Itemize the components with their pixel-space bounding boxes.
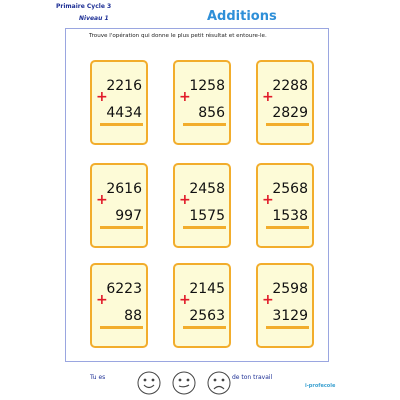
sum-line	[183, 123, 226, 126]
sum-line	[183, 326, 226, 329]
addition-card[interactable]	[256, 163, 314, 248]
plus-sign: +	[96, 89, 108, 105]
addend-bottom: 856	[198, 105, 225, 121]
instruction-text: Trouve l'opération qui donne le plus petit résultat et entoure-le.	[89, 33, 267, 39]
plus-sign: +	[179, 192, 191, 208]
neutral-face-icon[interactable]	[172, 371, 196, 395]
addend-bottom: 4434	[106, 105, 142, 121]
addend-top: 2568	[272, 181, 308, 197]
addend-top: 6223	[106, 281, 142, 297]
sum-line	[266, 226, 309, 229]
sad-face-icon[interactable]	[207, 371, 231, 395]
happy-face-icon[interactable]	[137, 371, 161, 395]
sum-line	[100, 226, 143, 229]
sum-line	[266, 326, 309, 329]
sum-line	[266, 123, 309, 126]
addend-top: 2598	[272, 281, 308, 297]
addition-card[interactable]	[90, 60, 148, 145]
plus-sign: +	[179, 292, 191, 308]
addition-card[interactable]	[173, 163, 231, 248]
addend-bottom: 1538	[272, 208, 308, 224]
addition-card[interactable]	[90, 263, 148, 348]
addition-card[interactable]	[173, 263, 231, 348]
plus-sign: +	[262, 292, 274, 308]
sum-line	[100, 326, 143, 329]
brand-logo: i-profecole	[305, 383, 336, 389]
header-cycle: Primaire Cycle 3	[56, 3, 112, 10]
addend-bottom: 3129	[272, 308, 308, 324]
plus-sign: +	[262, 192, 274, 208]
plus-sign: +	[262, 89, 274, 105]
addend-bottom: 88	[124, 308, 142, 324]
addend-bottom: 997	[115, 208, 142, 224]
addend-top: 2616	[106, 181, 142, 197]
sum-line	[183, 226, 226, 229]
plus-sign: +	[179, 89, 191, 105]
addend-top: 2145	[189, 281, 225, 297]
addend-top: 2288	[272, 78, 308, 94]
plus-sign: +	[96, 192, 108, 208]
addition-card[interactable]	[173, 60, 231, 145]
addend-bottom: 2563	[189, 308, 225, 324]
addition-card[interactable]	[256, 60, 314, 145]
addend-top: 1258	[189, 78, 225, 94]
addend-bottom: 2829	[272, 105, 308, 121]
footer-suffix: de ton travail	[232, 374, 273, 381]
addition-card[interactable]	[256, 263, 314, 348]
addend-top: 2216	[106, 78, 142, 94]
footer-prefix: Tu es	[90, 374, 106, 381]
page-title: Additions	[207, 9, 277, 24]
plus-sign: +	[96, 292, 108, 308]
addend-bottom: 1575	[189, 208, 225, 224]
sum-line	[100, 123, 143, 126]
addend-top: 2458	[189, 181, 225, 197]
addition-card[interactable]	[90, 163, 148, 248]
header-level: Niveau 1	[79, 15, 109, 22]
